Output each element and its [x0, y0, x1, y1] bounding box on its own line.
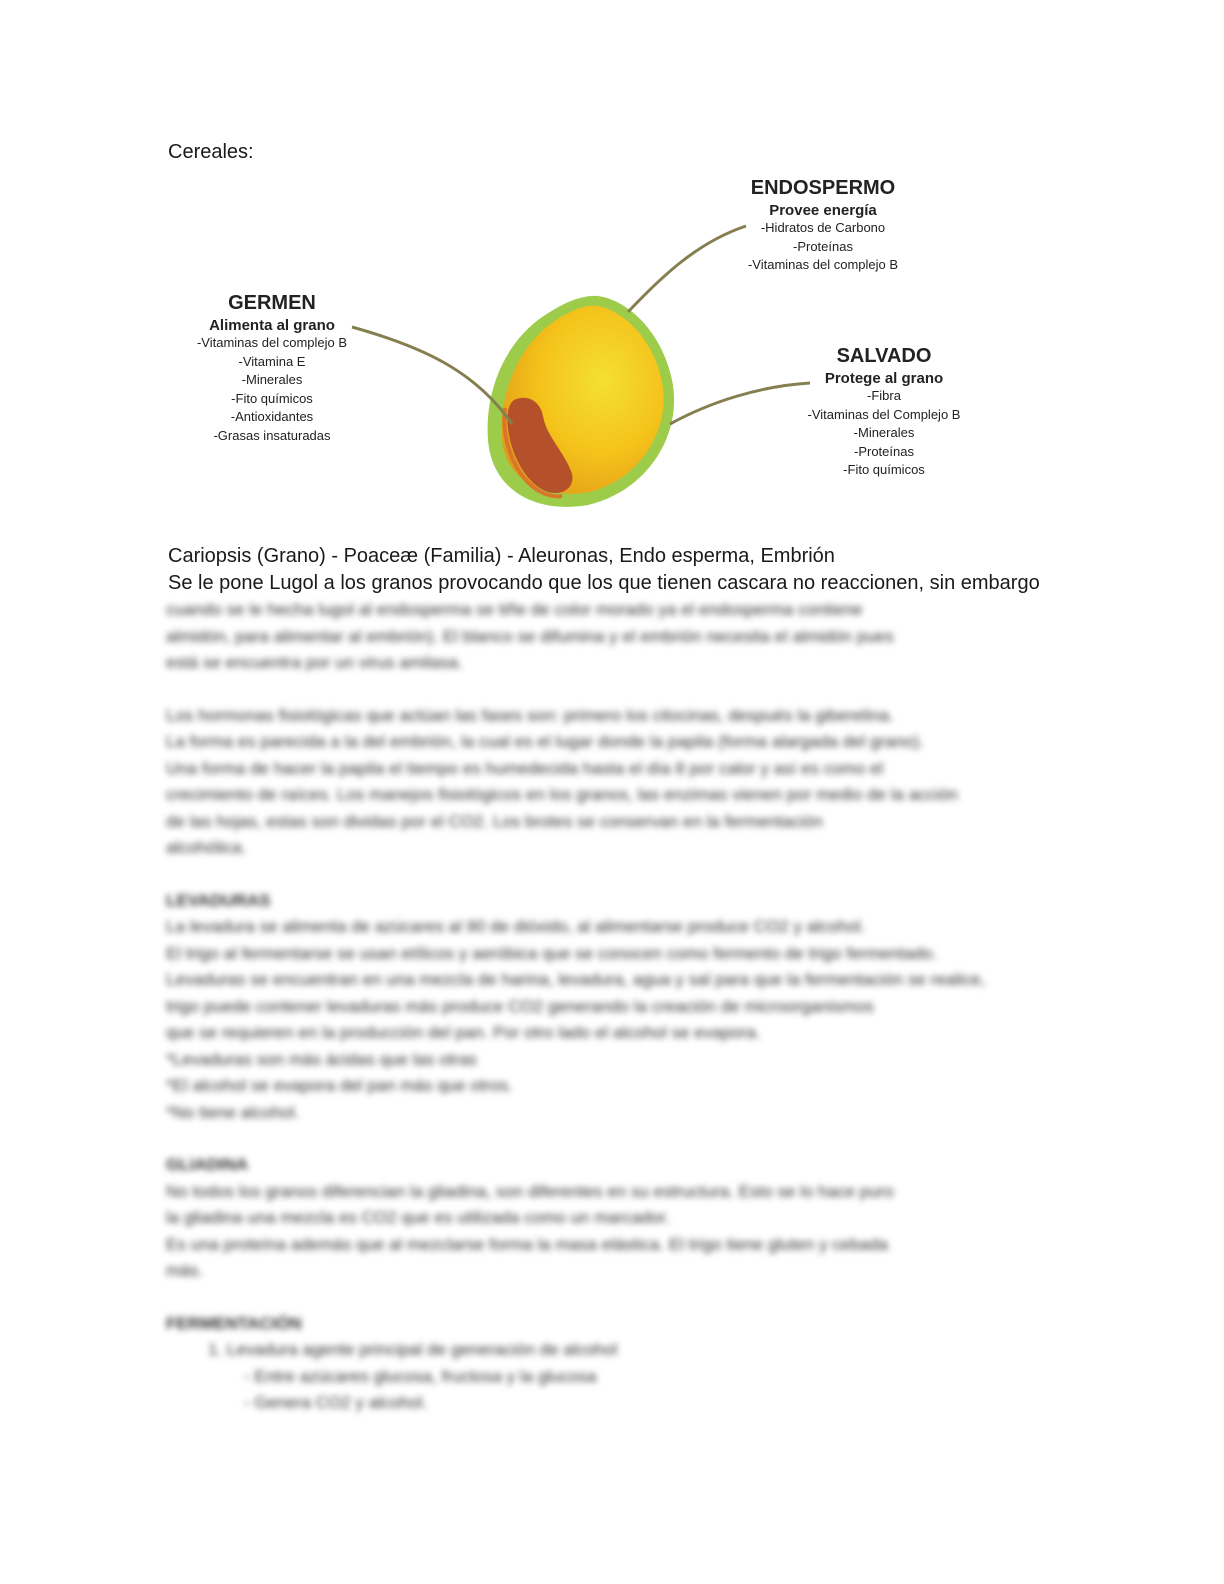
- blurred-line: La levadura se alimenta de azúcares al 90 de dióxido, al alimentarse produce CO2 y alcohol.: [166, 917, 866, 936]
- blurred-line: La forma es parecida a la del embrión, la cual es el lugar donde la papila (forma alargada del grano).: [166, 732, 924, 751]
- germen-item: -Vitaminas del complejo B: [196, 335, 348, 350]
- salvado-item: -Fito químicos: [843, 462, 925, 478]
- germen-title: GERMEN: [228, 292, 316, 314]
- salvado-subtitle: Protege al grano: [824, 370, 944, 387]
- blurred-list-item: 1. Levadura agente principal de generación de alcohol: [208, 1340, 618, 1359]
- blurred-list-item: - Entre azúcares glucosa, fructosa y la glucosa: [244, 1366, 597, 1386]
- blurred-line: de las hojas, estas son dividas por el CO2. Los brotes se conservan en la fermentación: [166, 811, 823, 831]
- endospermo-item: -Hidratos de Carbono: [760, 220, 886, 235]
- blurred-list-item: *No tiene alcohol.: [166, 1102, 300, 1122]
- germen-item: -Grasas insaturadas: [213, 427, 331, 443]
- blurred-line: Levaduras se encuentran en una mezcla de harina, levadura, agua y sal para que la fermentación se realice,: [166, 970, 986, 989]
- blurred-line: que se requieren en la producción del pan. Por otro lado el alcohol se evapora.: [166, 1023, 761, 1042]
- blurred-line: No todos los granos diferencian la gliadina, son diferentes en su estructura. Esto se lo hace puro: [166, 1181, 894, 1201]
- label-endospermo: [722, 177, 924, 275]
- blurred-section-heading: FERMENTACIÓN: [166, 1313, 302, 1333]
- body-line: Cariopsis (Grano) - Poaceæ (Familia) - Aleuronas, Endo esperma, Embrión: [168, 545, 835, 567]
- label-salvado: [784, 345, 984, 480]
- blurred-line: crecimiento de raíces. Los manejos fisiológicos en los granos, las enzimas vienen por medio de la acción: [166, 785, 958, 804]
- blurred-line: más.: [166, 1261, 203, 1280]
- blurred-line: Una forma de hacer la papila el tiempo es humedecida hasta el día 8 por calor y así es como el: [166, 758, 884, 778]
- label-germen: [170, 292, 374, 446]
- blurred-list-item: - Genera CO2 y alcohol.: [244, 1393, 428, 1412]
- blurred-line: Es una proteína además que al mezclarse forma la masa elástica. El trigo tiene gluten y cebada: [166, 1234, 888, 1254]
- endospermo-title: ENDOSPERMO: [750, 177, 896, 199]
- blurred-line: trigo puede contener levaduras más produce CO2 generando la creación de microorganismos: [166, 996, 874, 1016]
- blurred-line: está se encuentra por un virus amilasa.: [166, 653, 463, 672]
- germen-subtitle: Alimenta al grano: [209, 317, 335, 334]
- germen-item: -Minerales: [241, 372, 303, 388]
- germen-item: -Vitamina E: [238, 353, 306, 369]
- blurred-line: alcohólica.: [166, 838, 247, 857]
- blurred-content: [166, 597, 1046, 1417]
- body-line: Se le pone Lugol a los granos provocando que los que tienen cascara no reaccionen, sin embargo: [168, 572, 1040, 594]
- salvado-item: -Fibra: [867, 388, 901, 403]
- blurred-line: cuando se le hecha lugol al endosperma se tiñe de color morado ya el endosperma contiene: [166, 600, 863, 619]
- blurred-line: la gliadina una mezcla es CO2 que es utilizada como un marcador.: [166, 1208, 670, 1227]
- salvado-item: -Proteínas: [854, 443, 914, 459]
- endospermo-subtitle: Provee energía: [769, 202, 877, 219]
- blurred-line: El trigo al fermentarse se usan etílicos y aeróbica que se conocen como fermento de trigo fermentado.: [166, 943, 938, 963]
- salvado-item: -Minerales: [853, 425, 915, 441]
- blurred-line: almidón, para alimentar al embrión). El blanco se difumina y el embrión necesita el almidón pues: [166, 626, 894, 646]
- blurred-list-item: *El alcohol se evapora del pan más que otros.: [166, 1076, 513, 1095]
- heading: Cereales:: [168, 141, 254, 163]
- body-paragraph: [168, 543, 1048, 597]
- germen-item: -Fito químicos: [231, 390, 313, 406]
- blurred-line: Los hormonas fisiológicas que actúan las fases son: primero los citocinas, después la giberelina.: [166, 705, 894, 725]
- blurred-section-heading: LEVADURAS: [166, 890, 271, 910]
- blurred-section-heading: GLIADINA: [166, 1155, 249, 1174]
- blurred-list-item: *Levaduras son más ácidas que las otras: [166, 1049, 477, 1069]
- germen-item: -Antioxidantes: [230, 409, 314, 425]
- salvado-item: -Vitaminas del Complejo B: [807, 406, 961, 422]
- endospermo-item: -Proteínas: [793, 238, 853, 254]
- salvado-title: SALVADO: [836, 345, 932, 367]
- grain-diagram: [0, 0, 1224, 560]
- germen-pointer-line: [352, 327, 512, 424]
- endospermo-item: -Vitaminas del complejo B: [747, 257, 899, 273]
